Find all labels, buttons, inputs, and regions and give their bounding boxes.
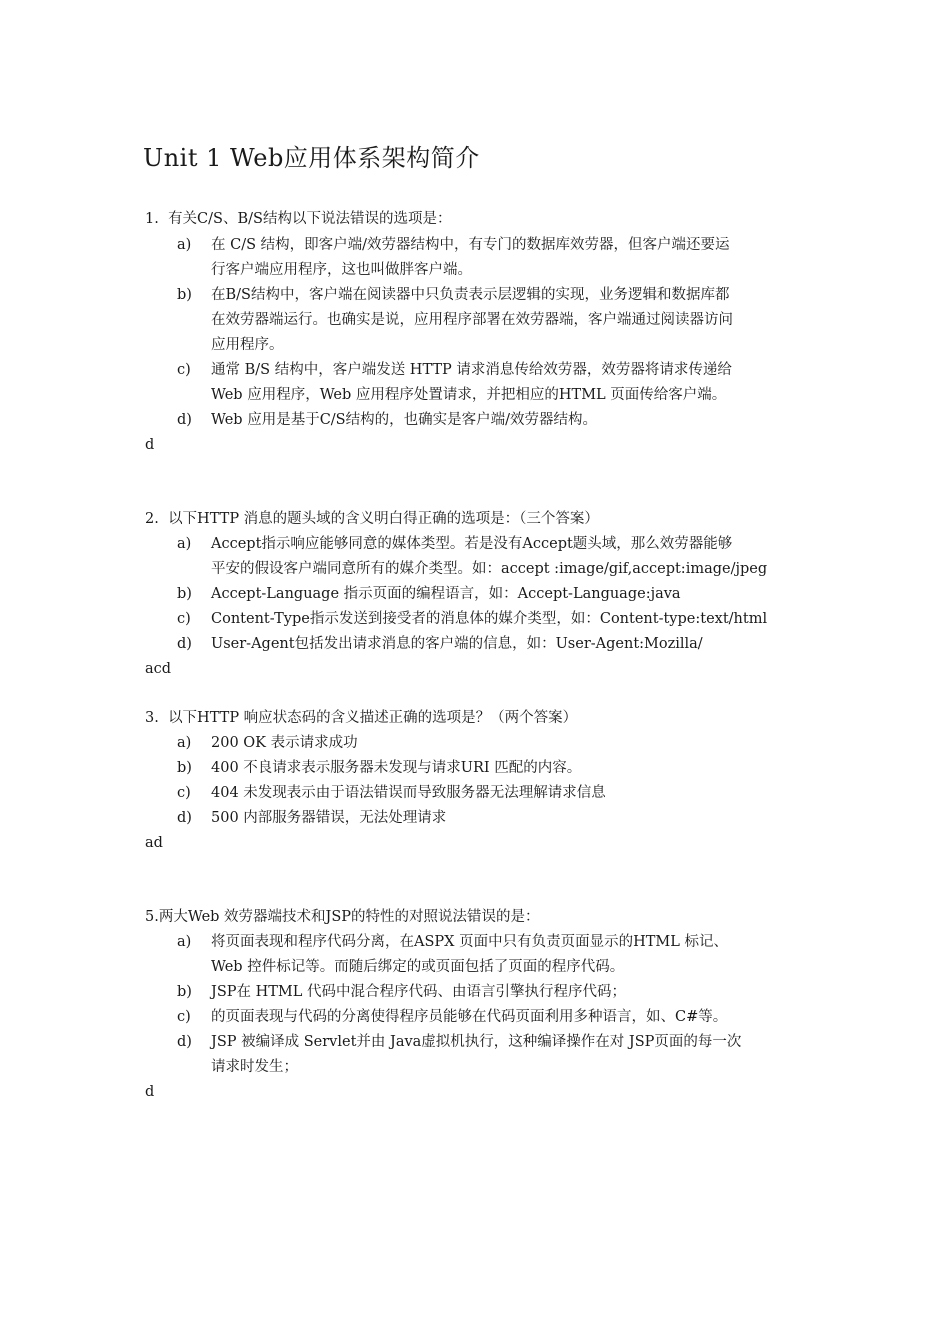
option-letter: d)	[177, 636, 192, 652]
option-text: 通常 B/S 结构中，客户端发送 HTTP 请求消息传给效劳器，效劳器将请求传递给	[211, 362, 732, 378]
question-5-text	[145, 907, 540, 927]
option-letter: b)	[177, 984, 192, 1000]
option-letter: a)	[177, 237, 192, 253]
option-letter: d)	[177, 412, 192, 428]
answer-5: d	[145, 1084, 155, 1100]
option-text: 在效劳器端运行。也确实是说，应用程序部署在效劳器端，客户端通过阅读器访问	[211, 312, 733, 328]
option-letter: c)	[177, 785, 191, 801]
option-letter: a)	[177, 934, 192, 950]
option-text: Web 控件标记等。而随后绑定的或页面包括了页面的程序代码。	[211, 959, 625, 975]
option-text: 将页面表现和程序代码分离，在ASPX 页面中只有负责页面显示的HTML 标记、	[211, 934, 728, 950]
option-letter: d)	[177, 810, 192, 826]
option-letter: b)	[177, 760, 192, 776]
option-text: User-Agent包括发出请求消息的客户端的信息，如：User-Agent:Mozilla/	[211, 636, 703, 652]
option-text: JSP 被编译成 Servlet并由 Java虚拟机执行，这种编译操作在对 JSP页面的每一次	[211, 1034, 742, 1050]
question-2-text	[145, 509, 599, 529]
question-stem: 以下HTTP 响应状态码的含义描述正确的选项是？（两个答案）	[168, 710, 578, 726]
option-text: 在B/S结构中，客户端在阅读器中只负责表示层逻辑的实现，业务逻辑和数据库都	[211, 287, 730, 303]
option-letter: d)	[177, 1034, 192, 1050]
question-number: 2.	[145, 511, 159, 527]
option-text: 平安的假设客户端同意所有的媒介类型。如：accept :image/gif,accept:image/jpeg	[211, 561, 768, 577]
option-letter: a)	[177, 536, 192, 552]
option-text: Content-Type指示发送到接受者的消息体的媒介类型，如：Content-type:text/html	[211, 611, 768, 627]
option-text: 在 C/S 结构，即客户端/效劳器结构中，有专门的数据库效劳器，但客户端还要运	[211, 237, 730, 253]
option-letter: c)	[177, 362, 191, 378]
question-number: 3.	[145, 710, 159, 726]
option-text: 行客户端应用程序，这也叫做胖客户端。	[211, 262, 472, 278]
answer-2: acd	[145, 661, 172, 677]
question-number: 5.	[145, 909, 159, 925]
option-text: 请求时发生；	[211, 1059, 298, 1075]
option-letter: c)	[177, 611, 191, 627]
option-text: 200 OK 表示请求成功	[211, 735, 358, 751]
option-text: Web 应用是基于C/S结构的，也确实是客户端/效劳器结构。	[211, 412, 597, 428]
option-text: 的页面表现与代码的分离使得程序员能够在代码页面利用多种语言，如、C#等。	[211, 1009, 728, 1025]
option-text: 500 内部服务器错误，无法处理请求	[211, 810, 447, 826]
option-text: 应用程序。	[211, 337, 284, 353]
option-text: JSP在 HTML 代码中混合程序代码、由语言引擎执行程序代码；	[211, 984, 627, 1000]
question-number: 1.	[145, 211, 159, 227]
question-stem: 有关C/S、B/S结构以下说法错误的选项是：	[168, 211, 452, 227]
option-text: Accept-Language 指示页面的编程语言，如：Accept-Language:java	[211, 586, 681, 602]
option-text: Accept指示响应能够同意的媒体类型。若是没有Accept题头域，那么效劳器能够	[211, 536, 733, 552]
question-3-text	[145, 708, 577, 728]
answer-3: ad	[145, 835, 163, 851]
option-text: 404 未发现表示由于语法错误而导致服务器无法理解请求信息	[211, 785, 606, 801]
answer-1: d	[145, 437, 155, 453]
option-text: Web 应用程序，Web 应用程序处置请求，并把相应的HTML 页面传给客户端。	[211, 387, 727, 403]
option-letter: a)	[177, 735, 192, 751]
page-title: Unit 1 Web应用体系架构简介	[143, 144, 480, 172]
option-letter: b)	[177, 586, 192, 602]
option-text: 400 不良请求表示服务器未发现与请求URI 匹配的内容。	[211, 760, 582, 776]
question-stem: 以下HTTP 消息的题头域的含义明白得正确的选项是：（三个答案）	[168, 511, 599, 527]
option-letter: b)	[177, 287, 192, 303]
question-stem: 两大Web 效劳器端技术和JSP的特性的对照说法错误的是：	[158, 909, 540, 925]
option-letter: c)	[177, 1009, 191, 1025]
question-1-text	[145, 209, 451, 229]
